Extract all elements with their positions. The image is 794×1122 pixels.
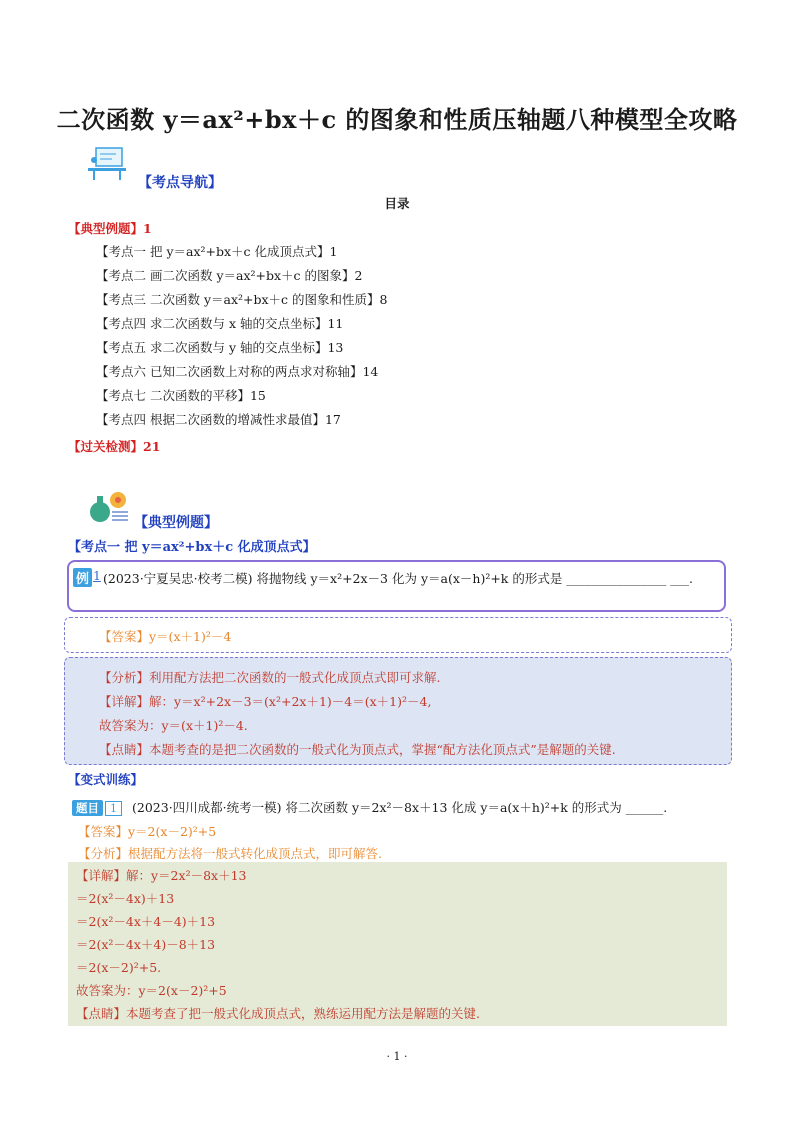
variant-heading: 【变式训练】 [68,772,144,787]
page-number: · 1 · [386,1050,408,1063]
detail-step: ＝2(x²－4x＋4－4)＋13 [76,914,216,929]
toc-item[interactable]: 【考点六 已知二次函数上对称的两点求对称轴】14 [96,364,379,379]
detail-step: ＝2(x²－4x＋4)－8＋13 [76,937,216,952]
toc-check-link[interactable]: 【过关检测】21 [68,439,161,454]
example-box [67,560,726,612]
nav-heading: 【考点导航】 [138,175,222,191]
question-tag: 题目 1 [72,797,122,816]
document-title: 二次函数 y＝ax²+bx＋c 的图象和性质压轴题八种模型全攻略 [56,105,738,134]
analysis-line: 【分析】利用配方法把二次函数的一般式化成顶点式即可求解. [99,670,441,685]
answer-box [64,617,732,653]
variant-question: (2023·四川成都·统考一模) 将二次函数 y＝2x²－8x＋13 化成 y＝a(x＋h)²+k 的形式为 ______. [132,800,668,815]
comment-line: 【点睛】本题考查的是把二次函数的一般式化为顶点式，掌握“配方法化顶点式”是解题的关键. [99,742,616,757]
toc-item[interactable]: 【考点三 二次函数 y＝ax²+bx＋c 的图象和性质】8 [96,292,388,307]
toc-item[interactable]: 【考点四 求二次函数与 x 轴的交点坐标】11 [96,316,344,331]
example-tag: 例 [73,568,92,587]
toc-item[interactable]: 【考点五 求二次函数与 y 轴的交点坐标】13 [96,340,344,355]
toc-title: 目录 [384,196,410,211]
toc-typical-link[interactable]: 【典型例题】1 [68,221,152,236]
example-number: 1 [93,568,101,583]
kp1-heading: 【考点一 把 y＝ax²+bx＋c 化成顶点式】 [68,540,316,555]
detail-conclusion: 故答案为：y＝2(x－2)²+5 [76,983,227,998]
analysis-box [64,657,732,765]
conclusion-line: 故答案为：y＝(x＋1)²－4. [99,718,248,733]
variant-answer: 【答案】y＝2(x－2)²+5 [78,824,217,839]
detail-step: ＝2(x－2)²+5. [76,960,162,975]
detail-box [68,862,727,1026]
detail-line: 【详解】解：y＝x²+2x－3＝(x²+2x＋1)－4＝(x＋1)²－4, [99,694,432,709]
detail-step: ＝2(x²－4x)＋13 [76,891,175,906]
toc-item[interactable]: 【考点一 把 y＝ax²+bx＋c 化成顶点式】1 [96,244,338,259]
toc-item[interactable]: 【考点二 画二次函数 y＝ax²+bx＋c 的图象】2 [96,268,363,283]
toc-item[interactable]: 【考点七 二次函数的平移】15 [96,388,266,403]
detail-comment: 【点睛】本题考查了把一般式化成顶点式，熟练运用配方法是解题的关键. [76,1006,480,1021]
typical-heading: 【典型例题】 [134,515,218,531]
toc-item[interactable]: 【考点四 根据二次函数的增减性求最值】17 [96,412,341,427]
variant-analysis: 【分析】根据配方法将一般式转化成顶点式，即可解答. [78,846,382,861]
flask-icon [88,488,132,524]
classroom-icon [86,146,130,182]
detail-step: 【详解】解：y＝2x²－8x＋13 [76,868,247,883]
answer-text: 【答案】y＝(x＋1)²－4 [99,629,232,644]
example-question: (2023·宁夏吴忠·校考二模) 将抛物线 y＝x²+2x－3 化为 y＝a(x－h)²+k 的形式是 ________________ ___. [103,571,694,586]
